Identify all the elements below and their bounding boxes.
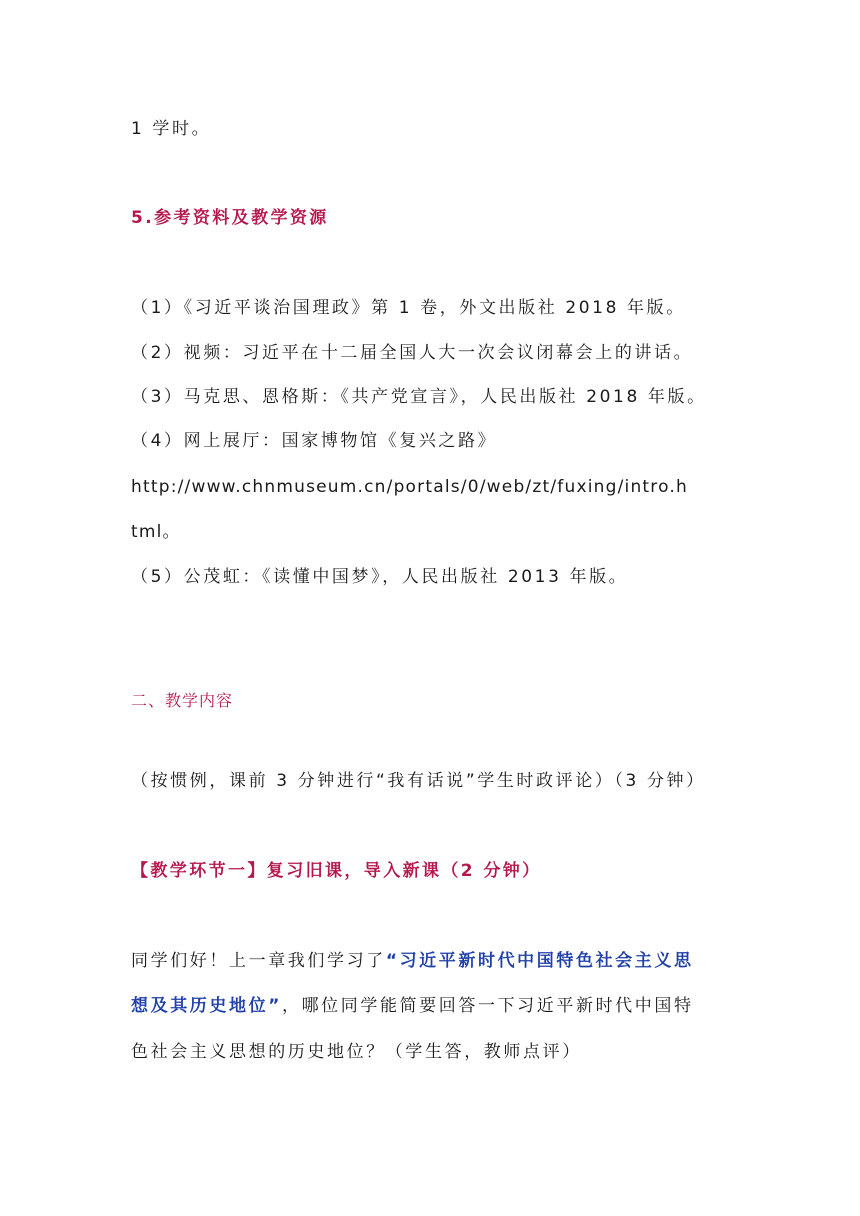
reference-url[interactable]: http://www.chnmuseum.cn/portals/0/web/zt/fuxing/intro.h	[131, 477, 688, 497]
emphasis-text: 想及其历史地位”	[131, 996, 282, 1016]
intro-paragraph-line-3: 色社会主义思想的历史地位？（学生答，教师点评）	[131, 1042, 582, 1062]
practice-note: （按惯例，课前 3 分钟进行“我有话说”学生时政评论）（3 分钟）	[131, 771, 706, 791]
reference-item-2: （2）视频：习近平在十二届全国人大一次会议闭幕会上的讲话。	[131, 343, 694, 363]
section-heading: 二、教学内容	[131, 691, 234, 710]
reference-heading: 5.参考资料及教学资源	[131, 208, 329, 228]
reference-item-1: （1）《习近平谈治国理政》第 1 卷，外文出版社 2018 年版。	[131, 298, 686, 318]
emphasis-text: “习近平新时代中国特色社会主义思	[385, 951, 694, 971]
reference-item-5: （5）公茂虹：《读懂中国梦》，人民出版社 2013 年版。	[131, 567, 629, 587]
intro-text: 同学们好！上一章我们学习了	[131, 951, 386, 971]
step-heading: 【教学环节一】复习旧课，导入新课（2 分钟）	[131, 861, 542, 881]
reference-url-continued[interactable]: tml。	[131, 522, 181, 542]
reference-item-4: （4）网上展厅：国家博物馆《复兴之路》	[131, 431, 498, 451]
intro-paragraph-line-1	[131, 950, 694, 972]
intro-text: ，哪位同学能简要回答一下习近平新时代中国特	[281, 996, 694, 1016]
intro-paragraph-line-2	[131, 995, 694, 1017]
body-text: 1 学时。	[131, 119, 212, 139]
reference-item-3: （3）马克思、恩格斯：《共产党宣言》，人民出版社 2018 年版。	[131, 387, 707, 407]
